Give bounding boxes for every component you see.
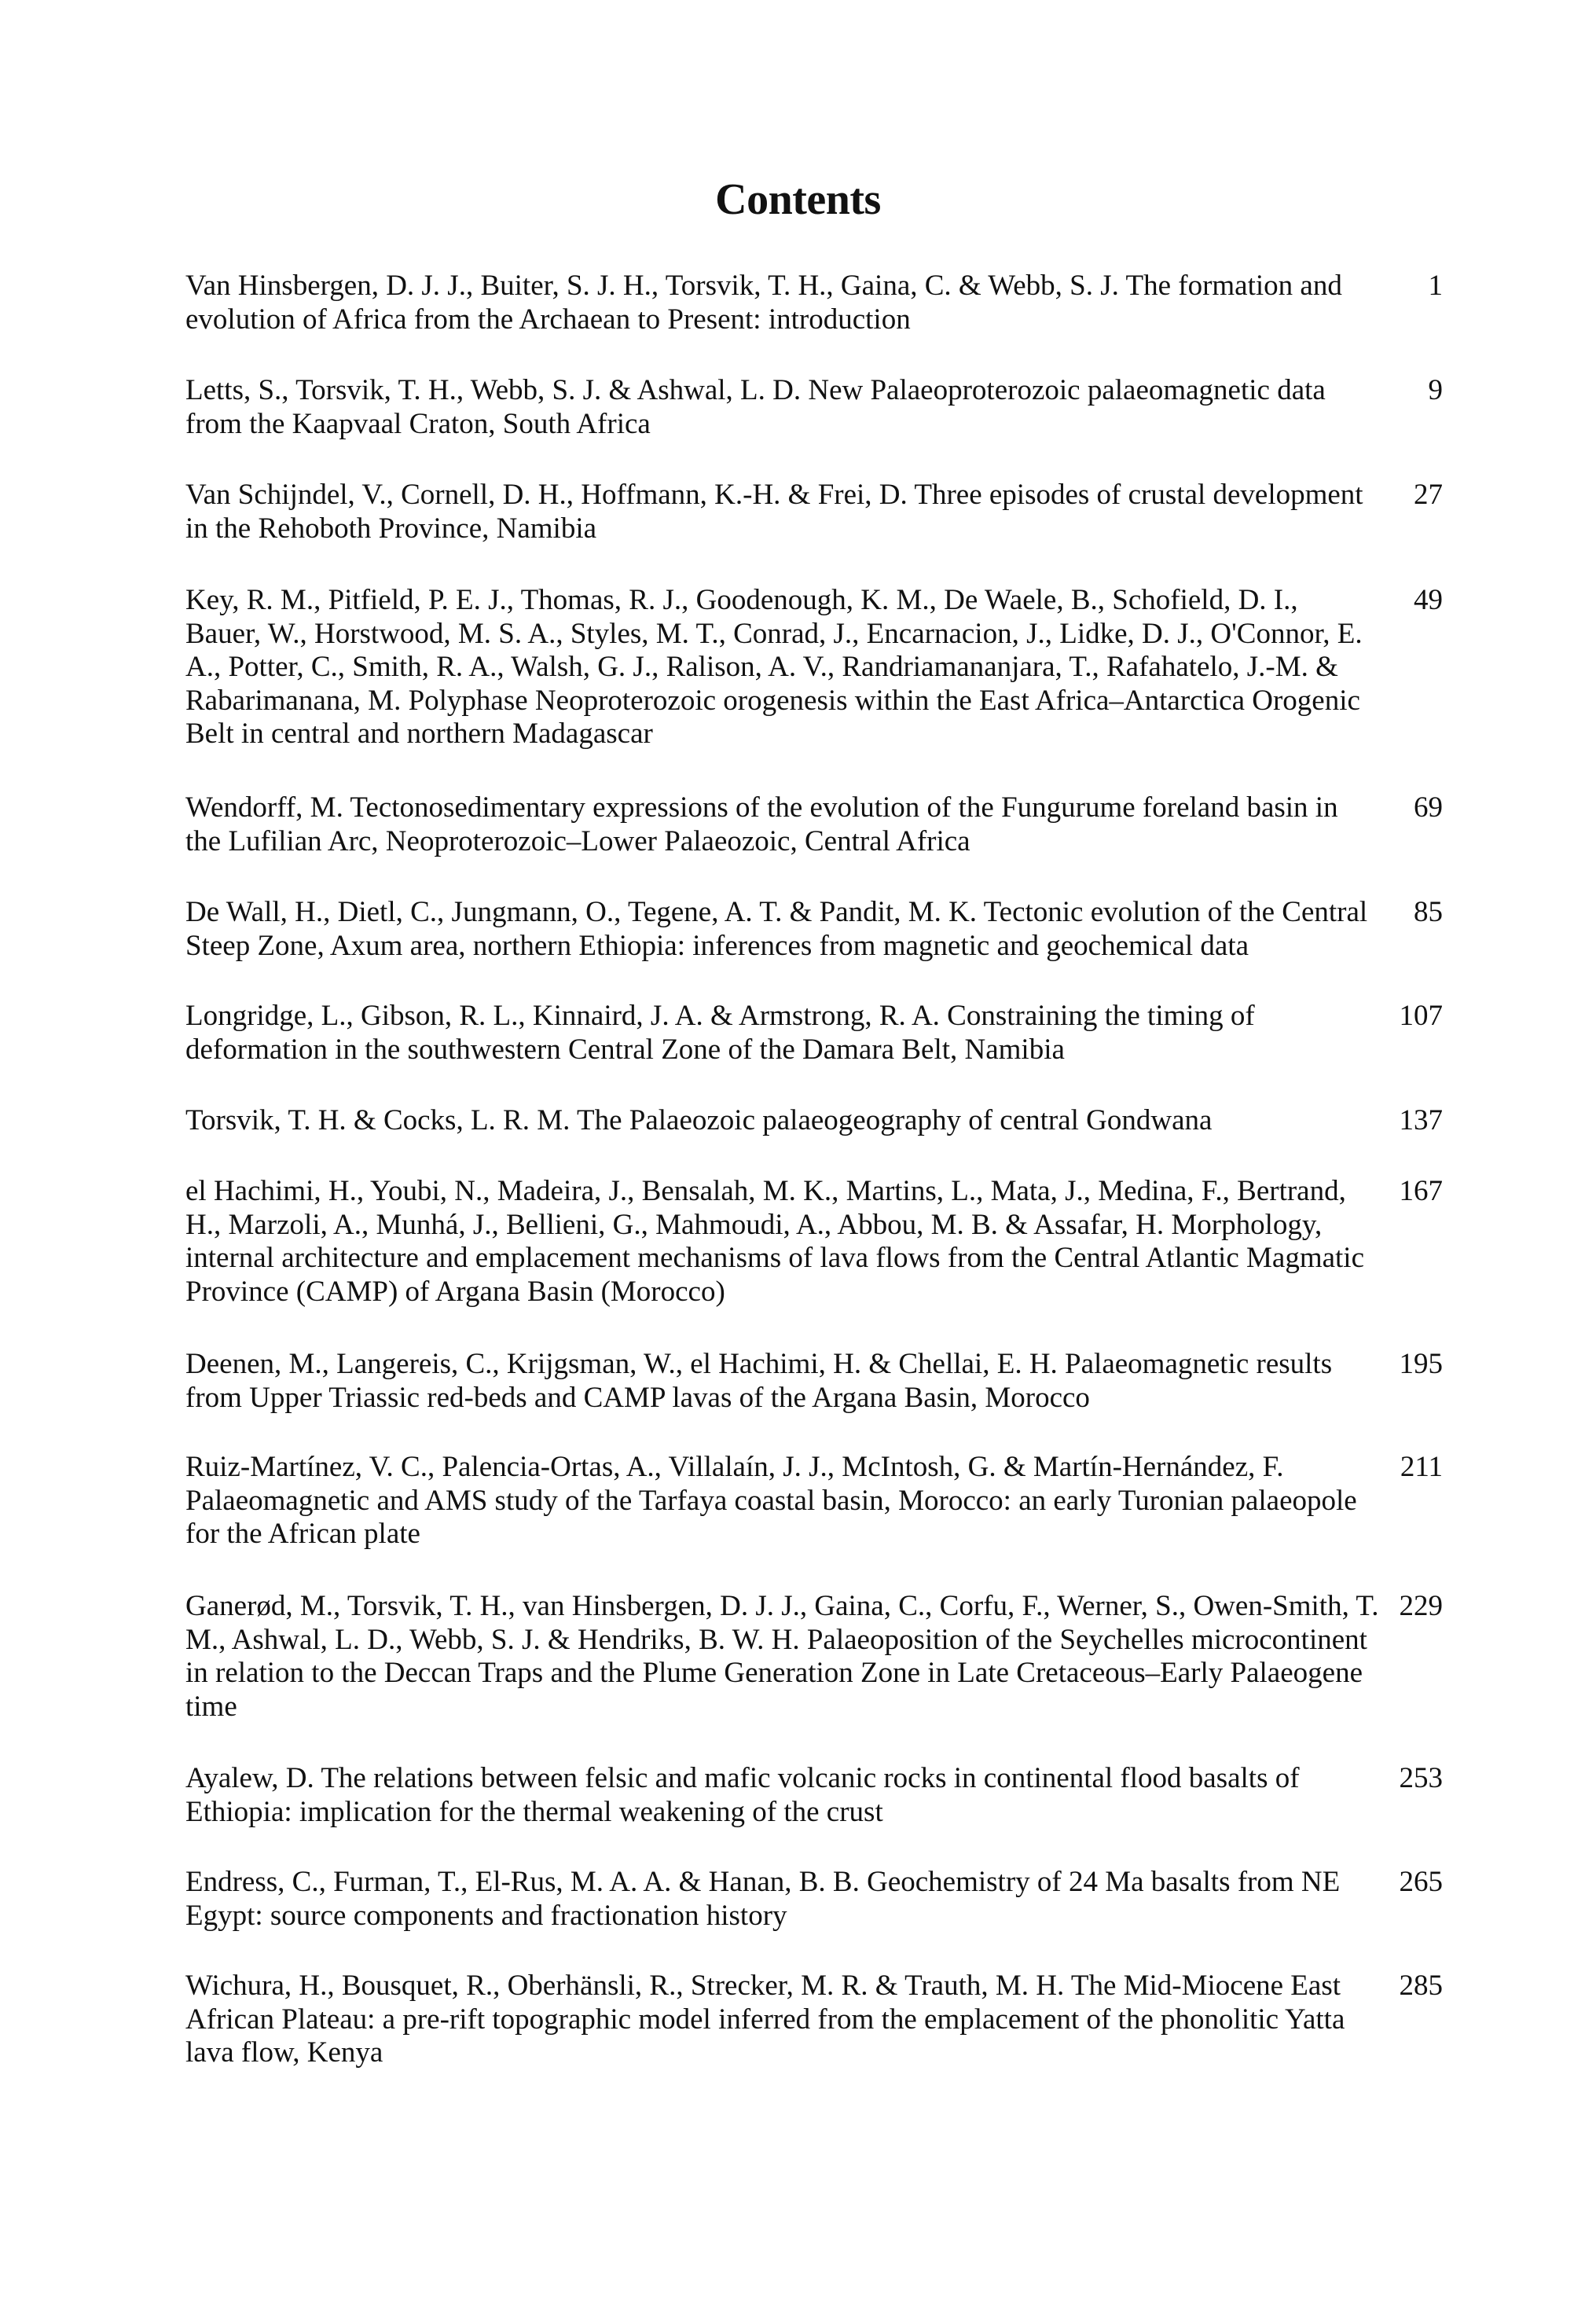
toc-entry-text: Ruiz-Martínez, V. C., Palencia-Ortas, A., Villalaín, J. J., McIntosh, G. & Martín-Hernández, F. Palaeomagnetic and AMS study of the Tarfaya coastal basin, Morocco: an early Turonian palaeopole for the African plate [185,1451,1357,1550]
toc-entry-page: 265 [1399,1866,1443,1898]
toc-entry-page: 9 [1428,374,1443,406]
toc-entry-text: Van Schijndel, V., Cornell, D. H., Hoffmann, K.-H. & Frei, D. Three episodes of crustal development in the Rehoboth Province, Namibia [185,479,1363,545]
toc-entry [185,1762,1443,1829]
toc-entry [185,1000,1443,1067]
toc-entry [185,1175,1443,1309]
toc-entry [185,896,1443,963]
toc-entry [185,1104,1443,1138]
toc-entry-page: 107 [1399,1000,1443,1032]
toc-entry-text: Deenen, M., Langereis, C., Krijgsman, W., el Hachimi, H. & Chellai, E. H. Palaeomagnetic results from Upper Triassic red-beds and CAMP lavas of the Argana Basin, Morocco [185,1348,1333,1414]
toc-entry [185,374,1443,441]
toc-entry-text: Ganerød, M., Torsvik, T. H., van Hinsbergen, D. J. J., Gaina, C., Corfu, F., Werner, S., Owen-Smith, T. M., Ashwal, L. D., Webb, S. J. & Hendriks, B. W. H. Palaeoposition of the Seychelles microcontinent in relation to the Deccan Traps and the Plume Generation Zone in Late Cretaceous–Early Palaeogene time [185,1590,1379,1723]
toc-entry-text: Letts, S., Torsvik, T. H., Webb, S. J. & Ashwal, L. D. New Palaeoproterozoic palaeomagnetic data from the Kaapvaal Craton, South Africa [185,374,1326,440]
toc-entry-text: el Hachimi, H., Youbi, N., Madeira, J., Bensalah, M. K., Martins, L., Mata, J., Medina, F., Bertrand, H., Marzoli, A., Munhá, J., Bellieni, G., Mahmoudi, A., Abbou, M. B. & Assafar, H. Morphology, internal architecture and emplacement mechanisms of lava flows from the Central Atlantic Magmatic Province (CAMP) of Argana Basin (Morocco) [185,1175,1364,1308]
toc-entry [185,584,1443,751]
toc-entry-page: 49 [1414,584,1443,616]
toc-entry-text: Key, R. M., Pitfield, P. E. J., Thomas, R. J., Goodenough, K. M., De Waele, B., Schofield, D. I., Bauer, W., Horstwood, M. S. A., Styles, M. T., Conrad, J., Encarnacion, J., Lidke, D. J., O'Connor, E. A., Potter, C., Smith, R. A., Walsh, G. J., Ralison, A. V., Randriamananjara, T., Rafahatelo, J.-M. & Rabarimanana, M. Polyphase Neoproterozoic orogenesis within the East Africa–Antarctica Orogenic Belt in central and northern Madagascar [185,584,1363,750]
toc-entry-page: 167 [1399,1175,1443,1207]
toc-entry-text: Longridge, L., Gibson, R. L., Kinnaird, J. A. & Armstrong, R. A. Constraining the timing of deformation in the southwestern Central Zone of the Damara Belt, Namibia [185,1000,1255,1066]
toc-entry-page: 229 [1399,1590,1443,1622]
toc-entry-page: 85 [1414,896,1443,928]
toc-entry-text: Torsvik, T. H. & Cocks, L. R. M. The Palaeozoic palaeogeography of central Gondwana [185,1104,1213,1136]
toc-entry [185,1866,1443,1933]
toc-entry-text: Endress, C., Furman, T., El-Rus, M. A. A. & Hanan, B. B. Geochemistry of 24 Ma basalts from NE Egypt: source components and fractionation history [185,1866,1341,1932]
toc-entry-text: Ayalew, D. The relations between felsic and mafic volcanic rocks in continental flood basalts of Ethiopia: implication for the thermal weakening of the crust [185,1762,1300,1828]
toc-entry [185,1590,1443,1724]
toc-entry-page: 1 [1428,270,1443,302]
toc-entry-text: Wichura, H., Bousquet, R., Oberhänsli, R., Strecker, M. R. & Trauth, M. H. The Mid-Miocene East African Plateau: a pre-rift topographic model inferred from the emplacement of the phonolitic Yatta lava flow, Kenya [185,1970,1345,2069]
toc-entry-page: 211 [1400,1451,1443,1483]
toc-entry [185,1348,1443,1415]
toc-entry-text: Van Hinsbergen, D. J. J., Buiter, S. J. H., Torsvik, T. H., Gaina, C. & Webb, S. J. The formation and evolution of Africa from the Archaean to Present: introduction [185,270,1342,336]
toc-entry-page: 69 [1414,791,1443,824]
toc-entry-text: De Wall, H., Dietl, C., Jungmann, O., Tegene, A. T. & Pandit, M. K. Tectonic evolution of the Central Steep Zone, Axum area, northern Ethiopia: inferences from magnetic and geochemical data [185,896,1368,962]
toc-entry-page: 253 [1399,1762,1443,1794]
toc-entry [185,1451,1443,1551]
toc-entry-text: Wendorff, M. Tectonosedimentary expressions of the evolution of the Fungurume foreland basin in the Lufilian Arc, Neoproterozoic–Lower Palaeozoic, Central Africa [185,791,1338,857]
toc-entry [185,479,1443,545]
page-title: Contents [715,175,881,224]
toc-entry [185,1970,1443,2070]
toc-entry-page: 195 [1399,1348,1443,1380]
toc-entry-page: 285 [1399,1970,1443,2002]
toc-entry [185,791,1443,858]
toc-entry-page: 137 [1399,1104,1443,1136]
toc-entry-page: 27 [1414,479,1443,511]
toc-entry [185,270,1443,336]
